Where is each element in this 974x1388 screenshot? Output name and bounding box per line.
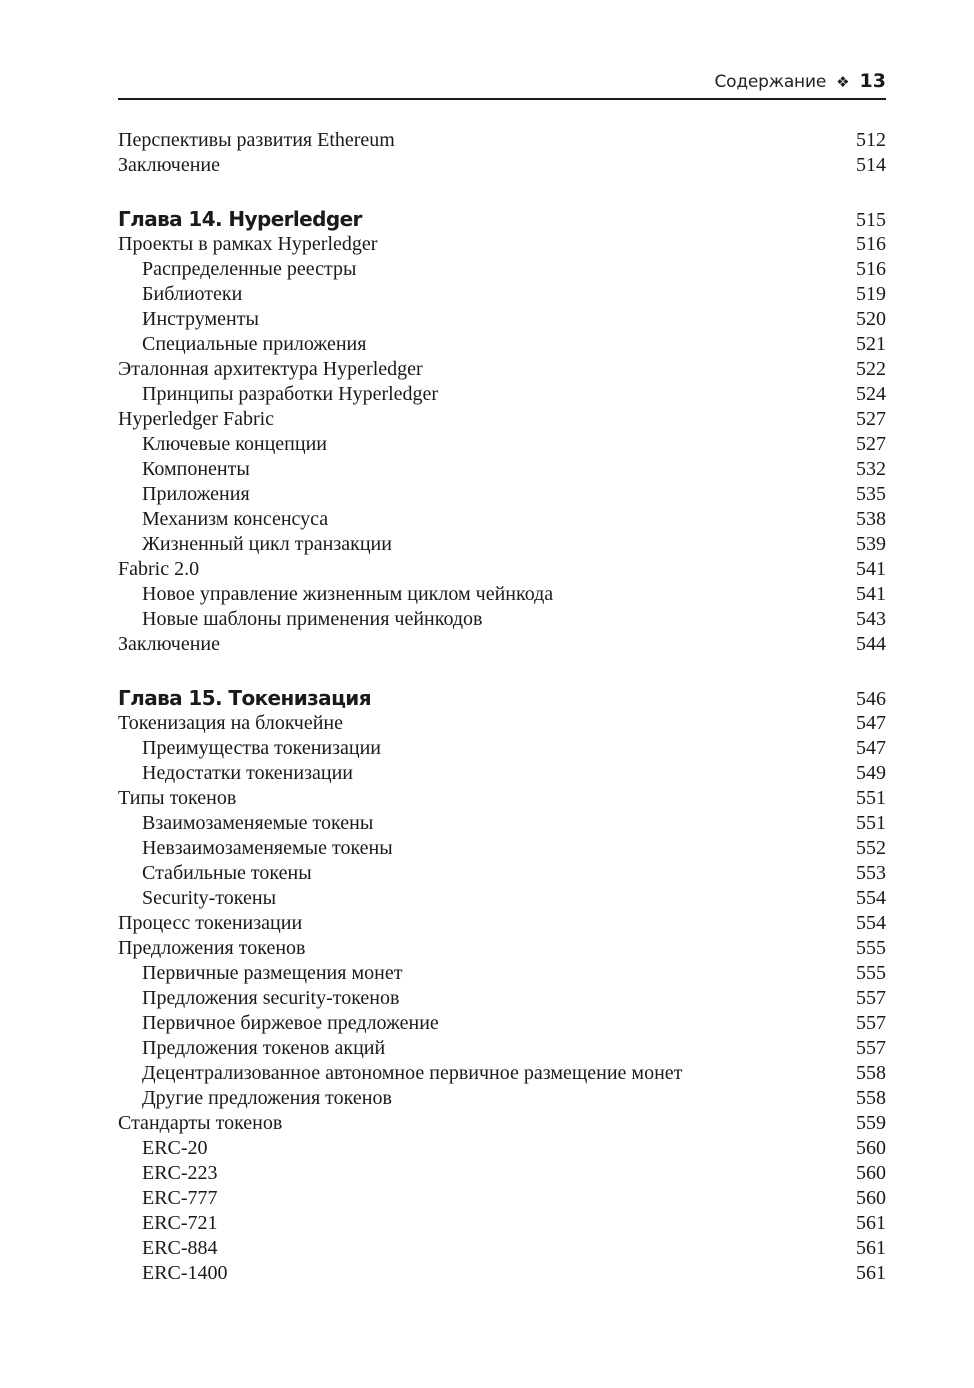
table-of-contents: [118, 128, 886, 1286]
toc-entry-title: Взаимозаменяемые токены: [142, 812, 374, 834]
toc-entry-title: Ключевые концепции: [142, 433, 327, 455]
toc-entry-title: Жизненный цикл транзакции: [142, 533, 392, 555]
toc-entry-page: 544: [856, 633, 886, 655]
toc-entry-title: ERC-20: [142, 1137, 208, 1159]
toc-entry[interactable]: [118, 357, 886, 382]
toc-entry-title: Проекты в рамках Hyperledger: [118, 233, 378, 255]
toc-subentry[interactable]: [118, 836, 886, 861]
toc-subentry[interactable]: [118, 1161, 886, 1186]
toc-entry-title: Токенизация на блокчейне: [118, 712, 343, 734]
toc-entry-page: 557: [856, 1012, 886, 1034]
toc-entry-page: 514: [856, 154, 886, 176]
toc-entry-title: Hyperledger Fabric: [118, 408, 275, 430]
toc-entry-title: ERC-1400: [142, 1262, 228, 1284]
toc-entry-title: Библиотеки: [142, 283, 243, 305]
toc-entry-page: 546: [856, 688, 886, 710]
toc-entry-title: Новое управление жизненным циклом чейнкода: [142, 583, 554, 605]
toc-entry-title: Предложения токенов акций: [142, 1037, 386, 1059]
toc-entry-page: 558: [856, 1062, 886, 1084]
toc-entry-page: 516: [856, 258, 886, 280]
toc-subentry[interactable]: [118, 1211, 886, 1236]
toc-entry-page: 547: [856, 737, 886, 759]
toc-entry-page: 561: [856, 1212, 886, 1234]
toc-entry-title: ERC-223: [142, 1162, 218, 1184]
toc-entry[interactable]: [118, 711, 886, 736]
toc-subentry[interactable]: [118, 482, 886, 507]
toc-entry-title: Security-токены: [142, 887, 277, 909]
toc-entry-title: Стандарты токенов: [118, 1112, 283, 1134]
toc-entry-page: 520: [856, 308, 886, 330]
toc-entry[interactable]: [118, 557, 886, 582]
toc-subentry[interactable]: [118, 1261, 886, 1286]
toc-entry-title: Предложения токенов: [118, 937, 306, 959]
toc-entry-page: 538: [856, 508, 886, 530]
toc-entry-page: 554: [856, 912, 886, 934]
toc-subentry[interactable]: [118, 607, 886, 632]
toc-entry-title: Заключение: [118, 633, 220, 655]
toc-entry-page: 539: [856, 533, 886, 555]
toc-entry-page: 557: [856, 1037, 886, 1059]
toc-subentry[interactable]: [118, 1236, 886, 1261]
toc-entry[interactable]: [118, 153, 886, 178]
toc-entry-page: 555: [856, 962, 886, 984]
toc-entry[interactable]: [118, 632, 886, 657]
toc-entry-title: Распределенные реестры: [142, 258, 357, 280]
toc-entry-title: Fabric 2.0: [118, 558, 200, 580]
toc-entry-title: Другие предложения токенов: [142, 1087, 392, 1109]
toc-entry-page: 558: [856, 1087, 886, 1109]
toc-entry-page: 560: [856, 1187, 886, 1209]
toc-entry-title: Заключение: [118, 154, 220, 176]
toc-entry-title: Новые шаблоны применения чейнкодов: [142, 608, 483, 630]
toc-subentry[interactable]: [118, 1036, 886, 1061]
toc-subentry[interactable]: [118, 307, 886, 332]
toc-entry-title: Невзаимозаменяемые токены: [142, 837, 393, 859]
toc-entry-page: 524: [856, 383, 886, 405]
toc-entry[interactable]: [118, 911, 886, 936]
toc-entry-page: 553: [856, 862, 886, 884]
toc-entry-page: 560: [856, 1137, 886, 1159]
toc-entry-page: 521: [856, 333, 886, 355]
toc-entry-page: 554: [856, 887, 886, 909]
toc-entry[interactable]: [118, 1111, 886, 1136]
toc-entry-page: 535: [856, 483, 886, 505]
toc-entry-title: Эталонная архитектура Hyperledger: [118, 358, 423, 380]
header-section-title: Содержание: [714, 72, 827, 92]
toc-entry-page: 516: [856, 233, 886, 255]
toc-subentry[interactable]: [118, 1086, 886, 1111]
chapter-title: Глава 14. Hyperledger: [118, 207, 362, 231]
ornament-icon: ❖: [836, 73, 850, 91]
toc-subentry[interactable]: [118, 382, 886, 407]
toc-entry-page: 551: [856, 812, 886, 834]
toc-entry-title: Специальные приложения: [142, 333, 367, 355]
toc-entry-title: ERC-777: [142, 1187, 218, 1209]
running-header: [118, 68, 886, 100]
toc-entry-page: 549: [856, 762, 886, 784]
toc-entry-page: 541: [856, 583, 886, 605]
toc-entry-title: Механизм консенсуса: [142, 508, 329, 530]
toc-entry-page: 515: [856, 209, 886, 231]
toc-entry-page: 559: [856, 1112, 886, 1134]
toc-subentry[interactable]: [118, 1061, 886, 1086]
toc-subentry[interactable]: [118, 961, 886, 986]
toc-entry-title: Преимущества токенизации: [142, 737, 381, 759]
toc-subentry[interactable]: [118, 582, 886, 607]
toc-entry-title: Децентрализованное автономное первичное размещение монет: [142, 1062, 683, 1084]
toc-entry-page: 557: [856, 987, 886, 1009]
toc-entry-title: ERC-721: [142, 1212, 218, 1234]
toc-subentry[interactable]: [118, 761, 886, 786]
header-page-number: 13: [859, 70, 886, 92]
toc-entry-title: ERC-884: [142, 1237, 218, 1259]
toc-entry-page: 519: [856, 283, 886, 305]
chapter-title: Глава 15. Токенизация: [118, 686, 371, 710]
toc-subentry[interactable]: [118, 736, 886, 761]
toc-entry-page: 527: [856, 433, 886, 455]
toc-entry-title: Первичные размещения монет: [142, 962, 403, 984]
toc-entry-page: 561: [856, 1262, 886, 1284]
toc-subentry[interactable]: [118, 811, 886, 836]
toc-entry-title: Стабильные токены: [142, 862, 312, 884]
toc-subentry[interactable]: [118, 282, 886, 307]
toc-entry-page: 551: [856, 787, 886, 809]
toc-entry[interactable]: [118, 786, 886, 811]
toc-entry-title: Предложения security-токенов: [142, 987, 400, 1009]
toc-entry-title: Инструменты: [142, 308, 259, 330]
toc-subentry[interactable]: [118, 1136, 886, 1161]
toc-entry-page: 552: [856, 837, 886, 859]
toc-entry-page: 532: [856, 458, 886, 480]
toc-entry-title: Процесс токенизации: [118, 912, 303, 934]
toc-entry-page: 541: [856, 558, 886, 580]
toc-chapter-heading[interactable]: [118, 686, 886, 711]
toc-subentry[interactable]: [118, 861, 886, 886]
toc-entry-title: Первичное биржевое предложение: [142, 1012, 439, 1034]
toc-entry-page: 522: [856, 358, 886, 380]
toc-subentry[interactable]: [118, 507, 886, 532]
toc-entry-page: 561: [856, 1237, 886, 1259]
toc-subentry[interactable]: [118, 332, 886, 357]
toc-entry-page: 547: [856, 712, 886, 734]
toc-subentry[interactable]: [118, 457, 886, 482]
toc-subentry[interactable]: [118, 1186, 886, 1211]
toc-entry[interactable]: [118, 128, 886, 153]
toc-entry-title: Типы токенов: [118, 787, 237, 809]
toc-entry-page: 512: [856, 129, 886, 151]
header-content: [714, 70, 886, 92]
toc-subentry[interactable]: [118, 986, 886, 1011]
toc-entry-page: 543: [856, 608, 886, 630]
toc-entry-title: Принципы разработки Hyperledger: [142, 383, 439, 405]
toc-entry-title: Компоненты: [142, 458, 250, 480]
toc-entry-page: 527: [856, 408, 886, 430]
toc-entry-page: 555: [856, 937, 886, 959]
toc-entry-title: Приложения: [142, 483, 250, 505]
toc-entry[interactable]: [118, 936, 886, 961]
toc-subentry[interactable]: [118, 257, 886, 282]
toc-entry-page: 560: [856, 1162, 886, 1184]
toc-subentry[interactable]: [118, 886, 886, 911]
toc-entry-title: Недостатки токенизации: [142, 762, 353, 784]
toc-subentry[interactable]: [118, 432, 886, 457]
toc-chapter-heading[interactable]: [118, 207, 886, 232]
toc-entry[interactable]: [118, 232, 886, 257]
toc-subentry[interactable]: [118, 1011, 886, 1036]
toc-entry-title: Перспективы развития Ethereum: [118, 129, 395, 151]
toc-entry[interactable]: [118, 407, 886, 432]
toc-subentry[interactable]: [118, 532, 886, 557]
